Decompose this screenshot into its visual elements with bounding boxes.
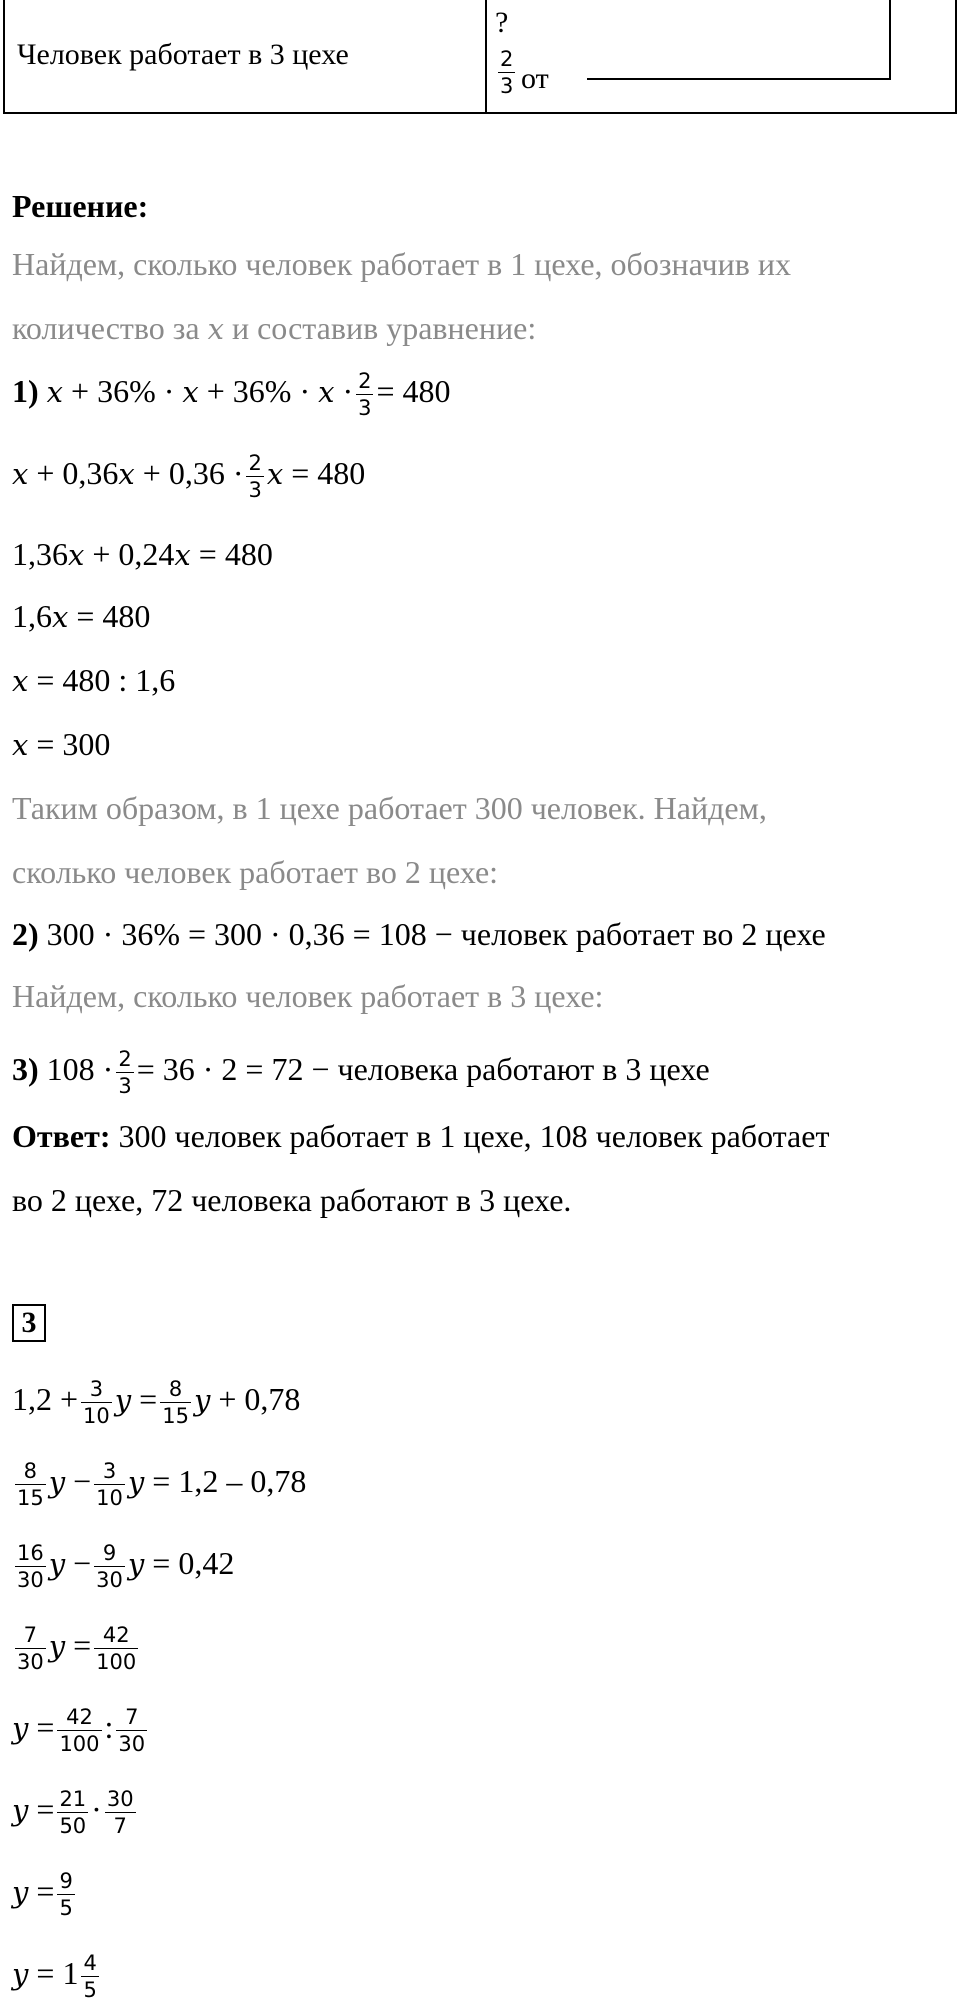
task3-line-5: y = $\frac{42}{100}$ : $\frac{7}{30}$ [12, 1705, 146, 1757]
intro-line-1: Найдем, сколько человек работает в 1 цехе, обозначив их [12, 246, 791, 282]
table-divider [485, 0, 487, 114]
step-3-equation: 3) 108 · $\frac{2}{3}$ = 36 · 2 = 72 − человека работают в 3 цехе [12, 1047, 710, 1099]
table-fraction: $\frac{2}{3}$ [500, 47, 514, 99]
solution-heading: Решение: [12, 188, 149, 224]
table-ot: от [521, 62, 549, 95]
data-table [3, 0, 957, 114]
equation-line-6: x = 300 [12, 726, 111, 762]
task3-line-6: y = $\frac{21}{50}$ · $\frac{30}{7}$ [12, 1787, 134, 1839]
equation-line-2: x + 0,36x + 0,36 · $\frac{2}{3}$ x = 480 [12, 451, 366, 503]
task3-line-4: $\frac{7}{30}$ y = $\frac{42}{100}$ [17, 1623, 137, 1675]
table-underline [587, 78, 889, 80]
table-left-cell: Человек работает в 3 цехе [17, 38, 349, 71]
table-bracket-line [889, 0, 891, 80]
step-1-equation: 1) x + 36% · x + 36% · x · $\frac{2}{3}$ = 480 [12, 369, 451, 421]
task3-line-2: $\frac{8}{15}$ y − $\frac{3}{10}$ y = 1,2 – 0,78 [17, 1459, 307, 1511]
step-2-equation: 2) 300 · 36% = 300 · 0,36 = 108 − человек работает во 2 цехе [12, 916, 826, 952]
equation-line-5: x = 480 : 1,6 [12, 662, 176, 698]
task3-line-8: y = 1 $\frac{4}{5}$ [12, 1951, 97, 2003]
task3-line-3: $\frac{16}{30}$ y − $\frac{9}{30}$ y = 0,42 [17, 1541, 235, 1593]
equation-line-4: 1,6x = 480 [12, 598, 151, 634]
equation-line-3: 1,36x + 0,24x = 480 [12, 536, 273, 572]
answer-line-2: во 2 цехе, 72 человека работают в 3 цехе. [12, 1182, 572, 1218]
mid-text-2: сколько человек работает во 2 цехе: [12, 854, 499, 890]
mid-text-1: Таким образом, в 1 цехе работает 300 человек. Найдем, [12, 790, 767, 826]
task3-line-1: 1,2 + $\frac{3}{10}$ y = $\frac{8}{15}$ y + 0,78 [12, 1377, 301, 1429]
answer-line-1: Ответ: 300 человек работает в 1 цехе, 108 человек работает [12, 1118, 830, 1154]
table-question: ? [495, 6, 509, 39]
intro-line-2: количество за x и составив уравнение: [12, 310, 537, 346]
task-number-box: 3 [12, 1304, 46, 1342]
task3-line-7: y = $\frac{9}{5}$ [12, 1869, 73, 1921]
mid-text-3: Найдем, сколько человек работает в 3 цехе: [12, 978, 604, 1014]
